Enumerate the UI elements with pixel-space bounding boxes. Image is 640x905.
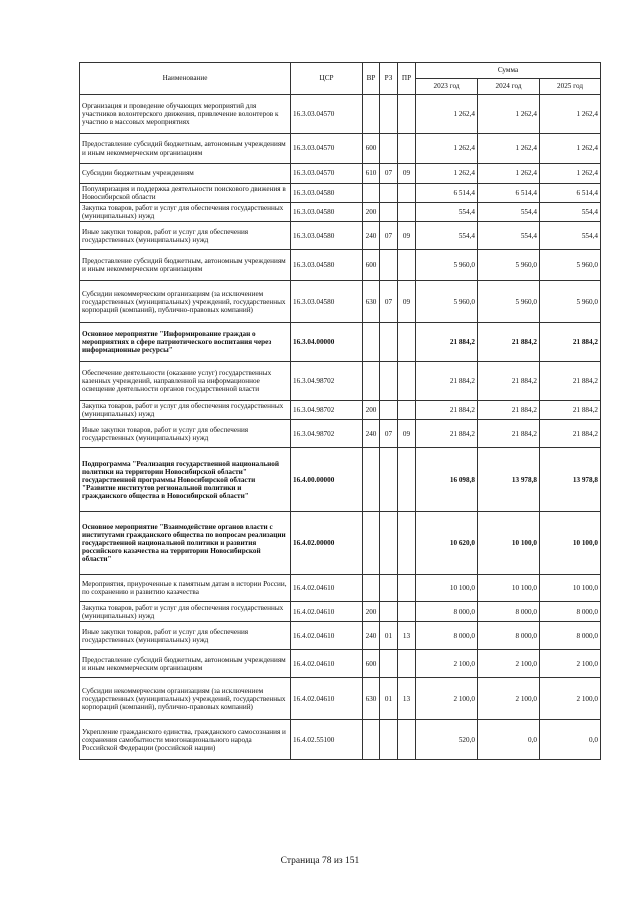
- row-rz: [380, 512, 398, 575]
- row-vr: 200: [363, 203, 380, 222]
- table-row: [80, 602, 601, 622]
- row-sum-2023: 6 514,4: [416, 184, 478, 203]
- row-sum-2025: 21 884,2: [540, 362, 601, 401]
- row-pr: [398, 250, 416, 281]
- header-year-2024: 2024 год: [478, 79, 540, 95]
- row-pr: [398, 362, 416, 401]
- row-sum-2024: 21 884,2: [478, 323, 540, 362]
- row-sum-2024: 21 884,2: [478, 401, 540, 420]
- row-sum-2025: 8 000,0: [540, 602, 601, 622]
- row-name: Закупка товаров, работ и услуг для обеспечения государственных (муниципальных) нужд: [80, 602, 291, 622]
- table-row: [80, 250, 601, 281]
- row-name: Мероприятия, приуроченные к памятным датам в истории России, по сохранению и развитию казачества: [80, 575, 291, 602]
- row-name: Обеспечение деятельности (оказание услуг) государственных казенных учреждений, направленной на информационное освещение деятельности органов государственной власти: [80, 362, 291, 401]
- row-sum-2025: 1 262,4: [540, 134, 601, 164]
- row-name: Популяризация и поддержка деятельности поискового движения в Новосибирской области: [80, 184, 291, 203]
- row-sum-2023: 554,4: [416, 222, 478, 250]
- page-number: Страница 78 из 151: [280, 856, 360, 866]
- row-csr: 16.4.02.04610: [291, 650, 363, 678]
- table-row: [80, 622, 601, 650]
- row-vr: 240: [363, 420, 380, 448]
- row-vr: 600: [363, 134, 380, 164]
- row-rz: [380, 323, 398, 362]
- row-sum-2025: 13 978,8: [540, 448, 601, 512]
- row-csr: 16.4.02.00000: [291, 512, 363, 575]
- row-sum-2025: 2 100,0: [540, 650, 601, 678]
- row-rz: [380, 95, 398, 134]
- row-name: Закупка товаров, работ и услуг для обеспечения государственных (муниципальных) нужд: [80, 401, 291, 420]
- row-rz: [380, 250, 398, 281]
- table-row: [80, 420, 601, 448]
- row-name: Организация и проведение обучающих мероприятий для участников волонтерского движения, привлечение волонтеров к участию в массовых мероприятиях: [80, 95, 291, 134]
- row-name: Субсидии некоммерческим организациям (за исключением государственных (муниципальных) учреждений, государственных корпораций (компаний), публично-правовых компаний): [80, 678, 291, 720]
- row-pr: [398, 95, 416, 134]
- row-vr: 600: [363, 250, 380, 281]
- row-csr: 16.3.03.04570: [291, 134, 363, 164]
- row-name: Закупка товаров, работ и услуг для обеспечения государственных (муниципальных) нужд: [80, 203, 291, 222]
- row-csr: 16.3.04.98702: [291, 420, 363, 448]
- row-sum-2025: 21 884,2: [540, 323, 601, 362]
- row-rz: [380, 401, 398, 420]
- row-vr: [363, 575, 380, 602]
- row-sum-2024: 0,0: [478, 720, 540, 760]
- row-rz: [380, 602, 398, 622]
- row-csr: 16.4.02.04610: [291, 602, 363, 622]
- row-sum-2023: 21 884,2: [416, 362, 478, 401]
- row-pr: [398, 448, 416, 512]
- row-vr: 600: [363, 650, 380, 678]
- row-sum-2025: 0,0: [540, 720, 601, 760]
- header-vr: ВР: [363, 63, 380, 95]
- row-name: Подпрограмма "Реализация государственной национальной политики на территории Новосибирской области" государственной программы Новосибирской области "Развитие институтов региональной политики и гражданского общества в Новосибирской области": [80, 448, 291, 512]
- row-name: Субсидии некоммерческим организациям (за исключением государственных (муниципальных) учреждений, государственных корпораций (компаний), публично-правовых компаний): [80, 281, 291, 323]
- table-header: [80, 63, 601, 95]
- row-name: Основное мероприятие "Информирование граждан о мероприятиях в сфере патриотического воспитания через информационные ресурсы": [80, 323, 291, 362]
- row-pr: [398, 401, 416, 420]
- table-row: [80, 401, 601, 420]
- table-row: [80, 222, 601, 250]
- header-rz: РЗ: [380, 63, 398, 95]
- table-row: [80, 448, 601, 512]
- row-sum-2023: 2 100,0: [416, 650, 478, 678]
- row-sum-2024: 6 514,4: [478, 184, 540, 203]
- row-sum-2024: 1 262,4: [478, 164, 540, 184]
- row-sum-2023: 5 960,0: [416, 250, 478, 281]
- row-rz: [380, 448, 398, 512]
- row-pr: [398, 575, 416, 602]
- table-row: [80, 203, 601, 222]
- row-sum-2025: 21 884,2: [540, 401, 601, 420]
- row-rz: [380, 134, 398, 164]
- row-vr: [363, 720, 380, 760]
- row-name: Основное мероприятие "Взаимодействие органов власти с институтами гражданского общества по вопросам реализации государственной национальной политики и развития российского казачества на территории Новосибирской области": [80, 512, 291, 575]
- row-name: Предоставление субсидий бюджетным, автономным учреждениям и иным некоммерческим организациям: [80, 250, 291, 281]
- row-pr: [398, 134, 416, 164]
- row-rz: [380, 575, 398, 602]
- row-pr: [398, 720, 416, 760]
- row-pr: 09: [398, 164, 416, 184]
- row-name: Предоставление субсидий бюджетным, автономным учреждениям и иным некоммерческим организациям: [80, 650, 291, 678]
- row-name: Иные закупки товаров, работ и услуг для обеспечения государственных (муниципальных) нужд: [80, 420, 291, 448]
- row-sum-2025: 21 884,2: [540, 420, 601, 448]
- row-sum-2024: 21 884,2: [478, 362, 540, 401]
- row-vr: 240: [363, 222, 380, 250]
- row-sum-2023: 10 100,0: [416, 575, 478, 602]
- row-rz: 01: [380, 622, 398, 650]
- row-pr: 13: [398, 622, 416, 650]
- row-sum-2024: 5 960,0: [478, 250, 540, 281]
- table-row: [80, 184, 601, 203]
- row-sum-2023: 10 620,0: [416, 512, 478, 575]
- row-sum-2024: 10 100,0: [478, 575, 540, 602]
- table-row: [80, 134, 601, 164]
- row-csr: 16.4.00.00000: [291, 448, 363, 512]
- row-rz: [380, 184, 398, 203]
- row-sum-2024: 10 100,0: [478, 512, 540, 575]
- row-sum-2024: 21 884,2: [478, 420, 540, 448]
- header-pr: ПР: [398, 63, 416, 95]
- row-pr: [398, 203, 416, 222]
- row-rz: [380, 720, 398, 760]
- row-csr: 16.3.03.04580: [291, 203, 363, 222]
- row-csr: 16.4.02.04610: [291, 575, 363, 602]
- table-row: [80, 720, 601, 760]
- header-csr: ЦСР: [291, 63, 363, 95]
- row-sum-2023: 5 960,0: [416, 281, 478, 323]
- row-vr: 240: [363, 622, 380, 650]
- table-row: [80, 575, 601, 602]
- row-vr: [363, 184, 380, 203]
- table-row: [80, 512, 601, 575]
- row-vr: 200: [363, 602, 380, 622]
- row-csr: 16.4.02.55100: [291, 720, 363, 760]
- row-sum-2024: 1 262,4: [478, 134, 540, 164]
- table-row: [80, 650, 601, 678]
- row-pr: [398, 184, 416, 203]
- row-sum-2023: 554,4: [416, 203, 478, 222]
- row-pr: [398, 602, 416, 622]
- row-pr: 09: [398, 222, 416, 250]
- row-sum-2023: 1 262,4: [416, 164, 478, 184]
- row-sum-2023: 21 884,2: [416, 401, 478, 420]
- row-sum-2023: 8 000,0: [416, 602, 478, 622]
- header-year-2025: 2025 год: [540, 79, 601, 95]
- table-row: [80, 164, 601, 184]
- row-pr: [398, 512, 416, 575]
- table-row: [80, 362, 601, 401]
- row-vr: [363, 95, 380, 134]
- header-year-2023: 2023 год: [416, 79, 478, 95]
- row-sum-2024: 554,4: [478, 203, 540, 222]
- row-csr: 16.3.04.98702: [291, 401, 363, 420]
- row-sum-2024: 2 100,0: [478, 650, 540, 678]
- row-sum-2024: 554,4: [478, 222, 540, 250]
- row-sum-2025: 554,4: [540, 203, 601, 222]
- row-sum-2025: 8 000,0: [540, 622, 601, 650]
- row-csr: 16.3.03.04580: [291, 184, 363, 203]
- row-sum-2023: 8 000,0: [416, 622, 478, 650]
- row-sum-2025: 2 100,0: [540, 678, 601, 720]
- row-pr: 09: [398, 281, 416, 323]
- row-name: Укрепление гражданского единства, гражданского самосознания и сохранения самобытности многонационального народа Российской Федерации (российской нации): [80, 720, 291, 760]
- row-rz: 07: [380, 164, 398, 184]
- row-rz: [380, 650, 398, 678]
- row-name: Субсидии бюджетным учреждениям: [80, 164, 291, 184]
- row-csr: 16.3.04.98702: [291, 362, 363, 401]
- row-name: Иные закупки товаров, работ и услуг для обеспечения государственных (муниципальных) нужд: [80, 222, 291, 250]
- table-row: [80, 95, 601, 134]
- row-vr: 200: [363, 401, 380, 420]
- row-rz: [380, 203, 398, 222]
- row-vr: 610: [363, 164, 380, 184]
- row-sum-2023: 21 884,2: [416, 323, 478, 362]
- header-sum: Сумма: [416, 63, 601, 79]
- row-sum-2024: 1 262,4: [478, 95, 540, 134]
- row-sum-2025: 1 262,4: [540, 95, 601, 134]
- table-body: [80, 95, 601, 760]
- row-sum-2023: 520,0: [416, 720, 478, 760]
- row-sum-2023: 16 098,8: [416, 448, 478, 512]
- row-csr: 16.3.03.04570: [291, 95, 363, 134]
- row-sum-2025: 554,4: [540, 222, 601, 250]
- row-rz: [380, 362, 398, 401]
- row-sum-2023: 1 262,4: [416, 95, 478, 134]
- row-sum-2025: 5 960,0: [540, 281, 601, 323]
- row-vr: [363, 323, 380, 362]
- row-csr: 16.3.04.00000: [291, 323, 363, 362]
- row-sum-2024: 5 960,0: [478, 281, 540, 323]
- row-sum-2024: 13 978,8: [478, 448, 540, 512]
- row-vr: [363, 362, 380, 401]
- header-name: Наименование: [80, 63, 291, 95]
- table-row: [80, 281, 601, 323]
- row-csr: 16.3.03.04580: [291, 222, 363, 250]
- row-csr: 16.3.03.04580: [291, 281, 363, 323]
- row-csr: 16.4.02.04610: [291, 678, 363, 720]
- row-pr: [398, 323, 416, 362]
- row-sum-2023: 21 884,2: [416, 420, 478, 448]
- row-pr: 13: [398, 678, 416, 720]
- row-vr: [363, 512, 380, 575]
- row-sum-2025: 10 100,0: [540, 575, 601, 602]
- table-row: [80, 323, 601, 362]
- row-csr: 16.3.03.04580: [291, 250, 363, 281]
- row-name: Предоставление субсидий бюджетным, автономным учреждениям и иным некоммерческим организациям: [80, 134, 291, 164]
- row-name: Иные закупки товаров, работ и услуг для обеспечения государственных (муниципальных) нужд: [80, 622, 291, 650]
- row-sum-2023: 2 100,0: [416, 678, 478, 720]
- row-sum-2025: 5 960,0: [540, 250, 601, 281]
- row-vr: 630: [363, 678, 380, 720]
- row-csr: 16.4.02.04610: [291, 622, 363, 650]
- row-csr: 16.3.03.04570: [291, 164, 363, 184]
- row-rz: 01: [380, 678, 398, 720]
- row-sum-2024: 8 000,0: [478, 602, 540, 622]
- row-sum-2025: 1 262,4: [540, 164, 601, 184]
- row-pr: [398, 650, 416, 678]
- row-sum-2024: 8 000,0: [478, 622, 540, 650]
- row-rz: 07: [380, 420, 398, 448]
- row-sum-2024: 2 100,0: [478, 678, 540, 720]
- row-rz: 07: [380, 222, 398, 250]
- row-sum-2025: 6 514,4: [540, 184, 601, 203]
- row-sum-2025: 10 100,0: [540, 512, 601, 575]
- row-vr: [363, 448, 380, 512]
- row-vr: 630: [363, 281, 380, 323]
- row-sum-2023: 1 262,4: [416, 134, 478, 164]
- budget-table: [79, 62, 601, 760]
- row-pr: 09: [398, 420, 416, 448]
- row-rz: 07: [380, 281, 398, 323]
- table-row: [80, 678, 601, 720]
